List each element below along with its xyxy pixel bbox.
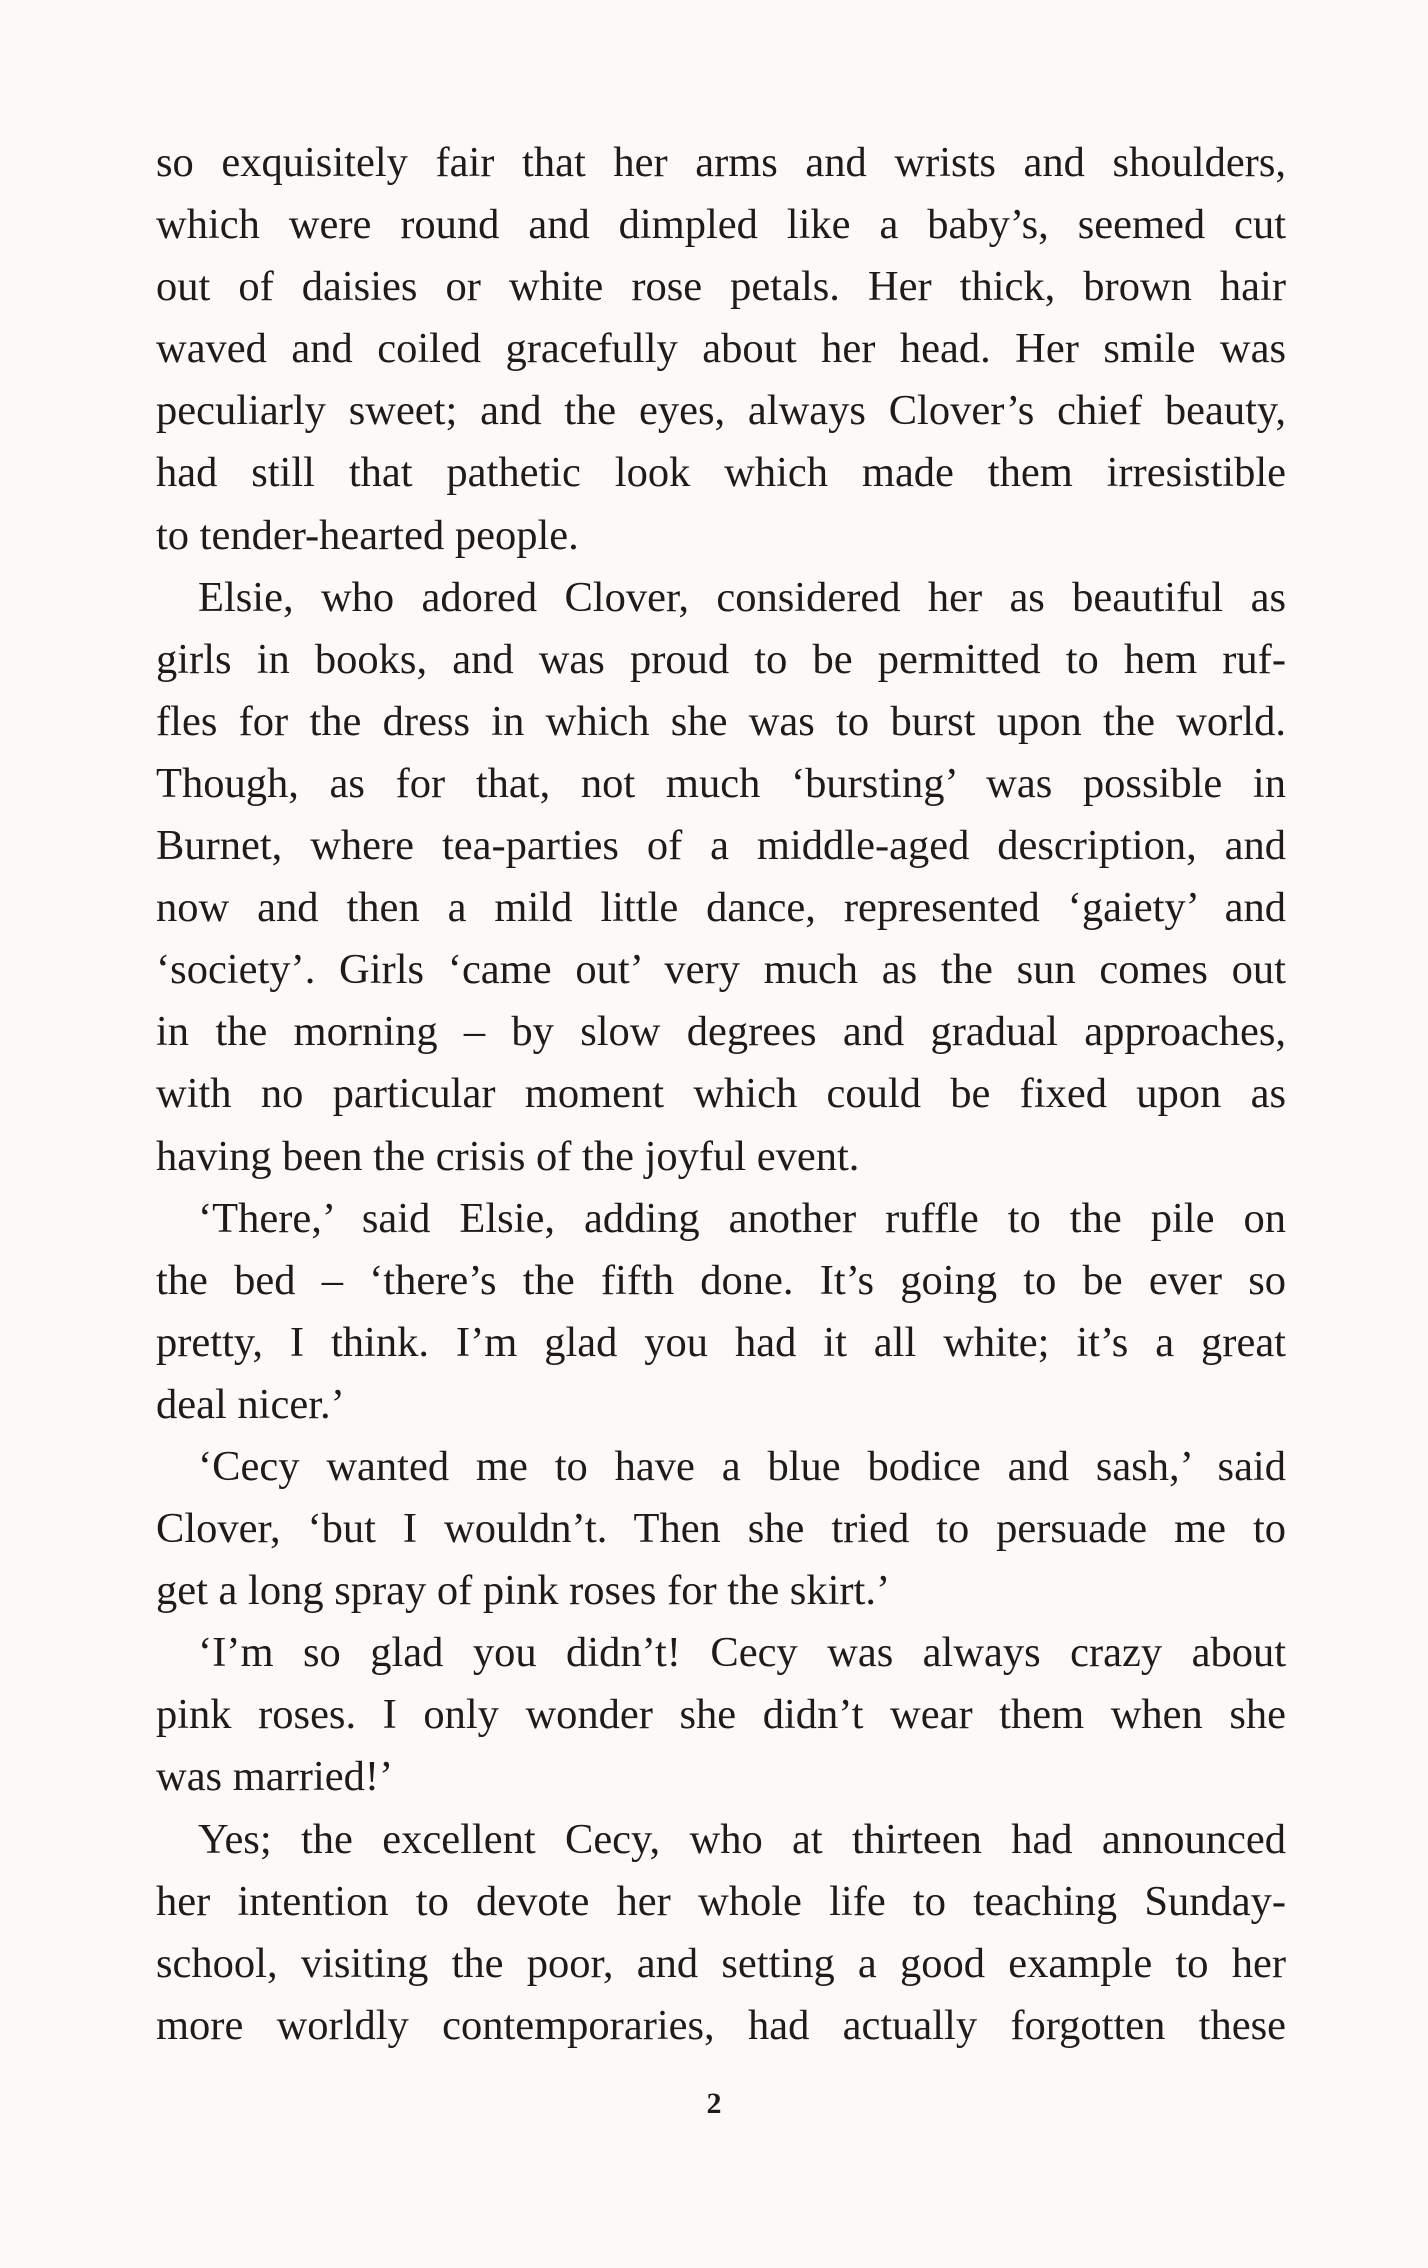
text-line: peculiarly sweet; and the eyes, always Clover’s chief beauty, [156, 387, 1286, 435]
text-line: school, visiting the poor, and setting a good example to her [156, 1939, 1286, 1987]
text-line: ‘There,’ said Elsie, adding another ruffle to the pile on [198, 1194, 1286, 1242]
text-line: having been the crisis of the joyful event. [156, 1132, 860, 1180]
text-line: out of daisies or white rose petals. Her thick, brown hair [156, 263, 1286, 311]
text-line: ‘I’m so glad you didn’t! Cecy was always crazy about [198, 1629, 1286, 1677]
text-line: the bed – ‘there’s the fifth done. It’s going to be ever so [156, 1256, 1286, 1304]
text-line: to tender-hearted people. [156, 511, 579, 559]
page-number: 2 [706, 2087, 722, 2120]
text-line: Burnet, where tea-parties of a middle-aged description, and [156, 822, 1286, 870]
text-line: pink roses. I only wonder she didn’t wear them when she [156, 1691, 1286, 1739]
text-line: ‘Cecy wanted me to have a blue bodice and sash,’ said [198, 1442, 1286, 1490]
text-line: more worldly contemporaries, had actually forgotten these [156, 2001, 1286, 2049]
text-line: fles for the dress in which she was to burst upon the world. [156, 697, 1286, 745]
text-line: her intention to devote her whole life to teaching Sunday- [156, 1877, 1286, 1925]
text-line: Elsie, who adored Clover, considered her as beautiful as [198, 573, 1286, 621]
text-line: Clover, ‘but I wouldn’t. Then she tried to persuade me to [156, 1505, 1286, 1553]
text-line: now and then a mild little dance, represented ‘gaiety’ and [156, 884, 1286, 932]
text-line: get a long spray of pink roses for the skirt.’ [156, 1567, 891, 1615]
text-line: Though, as for that, not much ‘bursting’ was possible in [156, 759, 1286, 807]
text-line: so exquisitely fair that her arms and wrists and shoulders, [156, 139, 1286, 186]
text-line: with no particular moment which could be fixed upon as [156, 1070, 1286, 1118]
text-line: had still that pathetic look which made them irresistible [156, 449, 1286, 497]
text-line: girls in books, and was proud to be permitted to hem ruf- [156, 635, 1286, 683]
text-line: in the morning – by slow degrees and gradual approaches, [156, 1008, 1286, 1056]
text-line: Yes; the excellent Cecy, who at thirteen had announced [198, 1815, 1286, 1863]
text-line: which were round and dimpled like a baby’s, seemed cut [156, 201, 1286, 249]
body-text [156, 132, 1286, 2057]
text-line: ‘society’. Girls ‘came out’ very much as the sun comes out [156, 946, 1286, 994]
text-line: waved and coiled gracefully about her head. Her smile was [156, 325, 1286, 373]
text-line: deal nicer.’ [156, 1380, 345, 1428]
text-line: was married!’ [156, 1753, 394, 1801]
text-line: pretty, I think. I’m glad you had it all white; it’s a great [156, 1318, 1286, 1366]
